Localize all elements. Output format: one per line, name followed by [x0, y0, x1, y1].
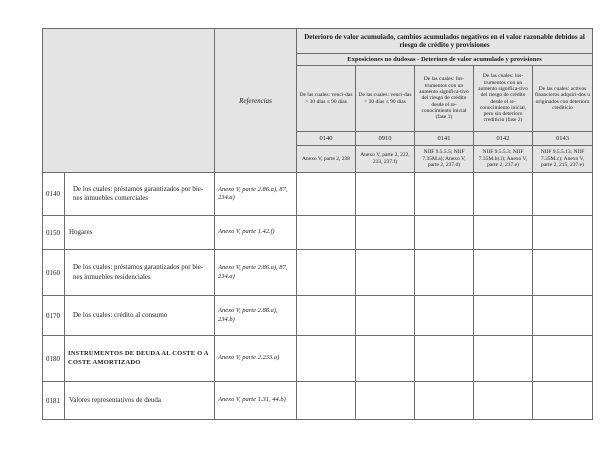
column-code: 0910: [356, 132, 415, 146]
column-code: 0142: [474, 132, 533, 146]
row-reference: Anexo V, parte 1.42.f): [215, 216, 297, 250]
data-cell[interactable]: [297, 296, 356, 336]
data-cell[interactable]: [297, 250, 356, 296]
row-code: 0160: [43, 250, 65, 296]
column-code: 0140: [297, 132, 356, 146]
data-cell[interactable]: [533, 296, 593, 336]
row-reference: Anexo V, parte 1.31, 44.b): [215, 382, 297, 420]
data-cell[interactable]: [297, 216, 356, 250]
table-row: [43, 296, 593, 336]
data-cell[interactable]: [297, 173, 356, 216]
data-cell[interactable]: [356, 173, 415, 216]
data-cell[interactable]: [356, 216, 415, 250]
row-code: 0180: [43, 336, 65, 382]
data-cell[interactable]: [297, 336, 356, 382]
data-cell[interactable]: [415, 216, 474, 250]
data-cell[interactable]: [356, 382, 415, 420]
data-cell[interactable]: [356, 250, 415, 296]
data-cell[interactable]: [474, 250, 533, 296]
row-code: 0170: [43, 296, 65, 336]
row-label: INSTRUMENTOS DE DEUDA AL COSTE O A COSTE AMORTIZADO: [65, 336, 215, 382]
row-label: Valores representativos de deuda: [65, 382, 215, 420]
data-cell[interactable]: [474, 216, 533, 250]
table-row: [43, 173, 593, 216]
references-header: Referencias: [215, 29, 297, 173]
row-reference: Anexo V, parte 2.86.a), 87, 234.a): [215, 173, 297, 216]
row-label: Hogares: [65, 216, 215, 250]
data-cell[interactable]: [356, 336, 415, 382]
column-reference: NIIF 9.5.5.13; NIIF 7.35M.c); Anexo V, parte 2, 215, 237.e): [533, 146, 593, 173]
row-code: 0140: [43, 173, 65, 216]
column-label-0143: De las cuales: activos financieros adquiri-dos u originados con deterioro crediticio: [533, 66, 593, 132]
column-reference: Anexo V, parte 2, 222, 233, 237.f): [356, 146, 415, 173]
data-cell[interactable]: [415, 336, 474, 382]
row-label: De los cuales: crédito al consumo: [65, 296, 215, 336]
subgroup-title: Exposiciones no dudosas - Deterioro de valor acumulado y provisiones: [297, 54, 593, 66]
data-cell[interactable]: [533, 250, 593, 296]
column-code: 0141: [415, 132, 474, 146]
table-row: [43, 216, 593, 250]
group-title: Deterioro de valor acumulado, cambios acumulados negativos en el valor razonable debidos al riesgo de crédito y provisiones: [297, 29, 593, 54]
data-cell[interactable]: [415, 173, 474, 216]
row-reference: Anexo V, parte 2.88.a), 234.b): [215, 296, 297, 336]
column-label-0141: De las cuales: Ins-trumentos con un aumento significa-tivo del riesgo de crédito desde el re-conocimiento inicial (fase 1): [415, 66, 474, 132]
column-reference: NIIF 9.5.5.3; NIIF 7.35M.b).i); Anexo V, parte 2, 237.e): [474, 146, 533, 173]
data-cell[interactable]: [474, 382, 533, 420]
column-reference: Anexo V, parte 2, 238: [297, 146, 356, 173]
row-label: De los cuales: préstamos garantizados por bie-nes inmuebles residenciales: [65, 250, 215, 296]
row-reference: Anexo V, parte 2.233.a): [215, 336, 297, 382]
data-cell[interactable]: [474, 336, 533, 382]
column-reference: NIIF 9.5.5.5; NIIF 7.35M.a); Anexo V, parte 2, 237.d): [415, 146, 474, 173]
data-cell[interactable]: [415, 382, 474, 420]
column-label-0140: De las cuales: venci-das > 30 días ≤ 90 días: [297, 66, 356, 132]
table-row: [43, 382, 593, 420]
data-cell[interactable]: [533, 216, 593, 250]
column-code: 0143: [533, 132, 593, 146]
template-table: [42, 28, 593, 420]
row-code: 0150: [43, 216, 65, 250]
row-label: De los cuales: préstamos garantizados por bie-nes inmuebles comerciales: [65, 173, 215, 216]
table-row: [43, 250, 593, 296]
column-label-0142: De las cuales: ins-trumentos con un aumento significa-tivo del riesgo de crédito desde el re-conocimiento inicial, pero sin deterioro crediticio (fase 2): [474, 66, 533, 132]
data-cell[interactable]: [533, 382, 593, 420]
row-code: 0181: [43, 382, 65, 420]
data-cell[interactable]: [474, 296, 533, 336]
data-cell[interactable]: [356, 296, 415, 336]
data-cell[interactable]: [474, 173, 533, 216]
data-cell[interactable]: [533, 336, 593, 382]
header-blank-cell: [43, 29, 215, 173]
table-row: [43, 336, 593, 382]
row-reference: Anexo V, parte 2.86.a), 87, 234.a): [215, 250, 297, 296]
data-cell[interactable]: [415, 250, 474, 296]
data-cell[interactable]: [533, 173, 593, 216]
data-cell[interactable]: [415, 296, 474, 336]
column-label-0910: De las cuales: venci-das > 30 días ≤ 90 días: [356, 66, 415, 132]
data-cell[interactable]: [297, 382, 356, 420]
